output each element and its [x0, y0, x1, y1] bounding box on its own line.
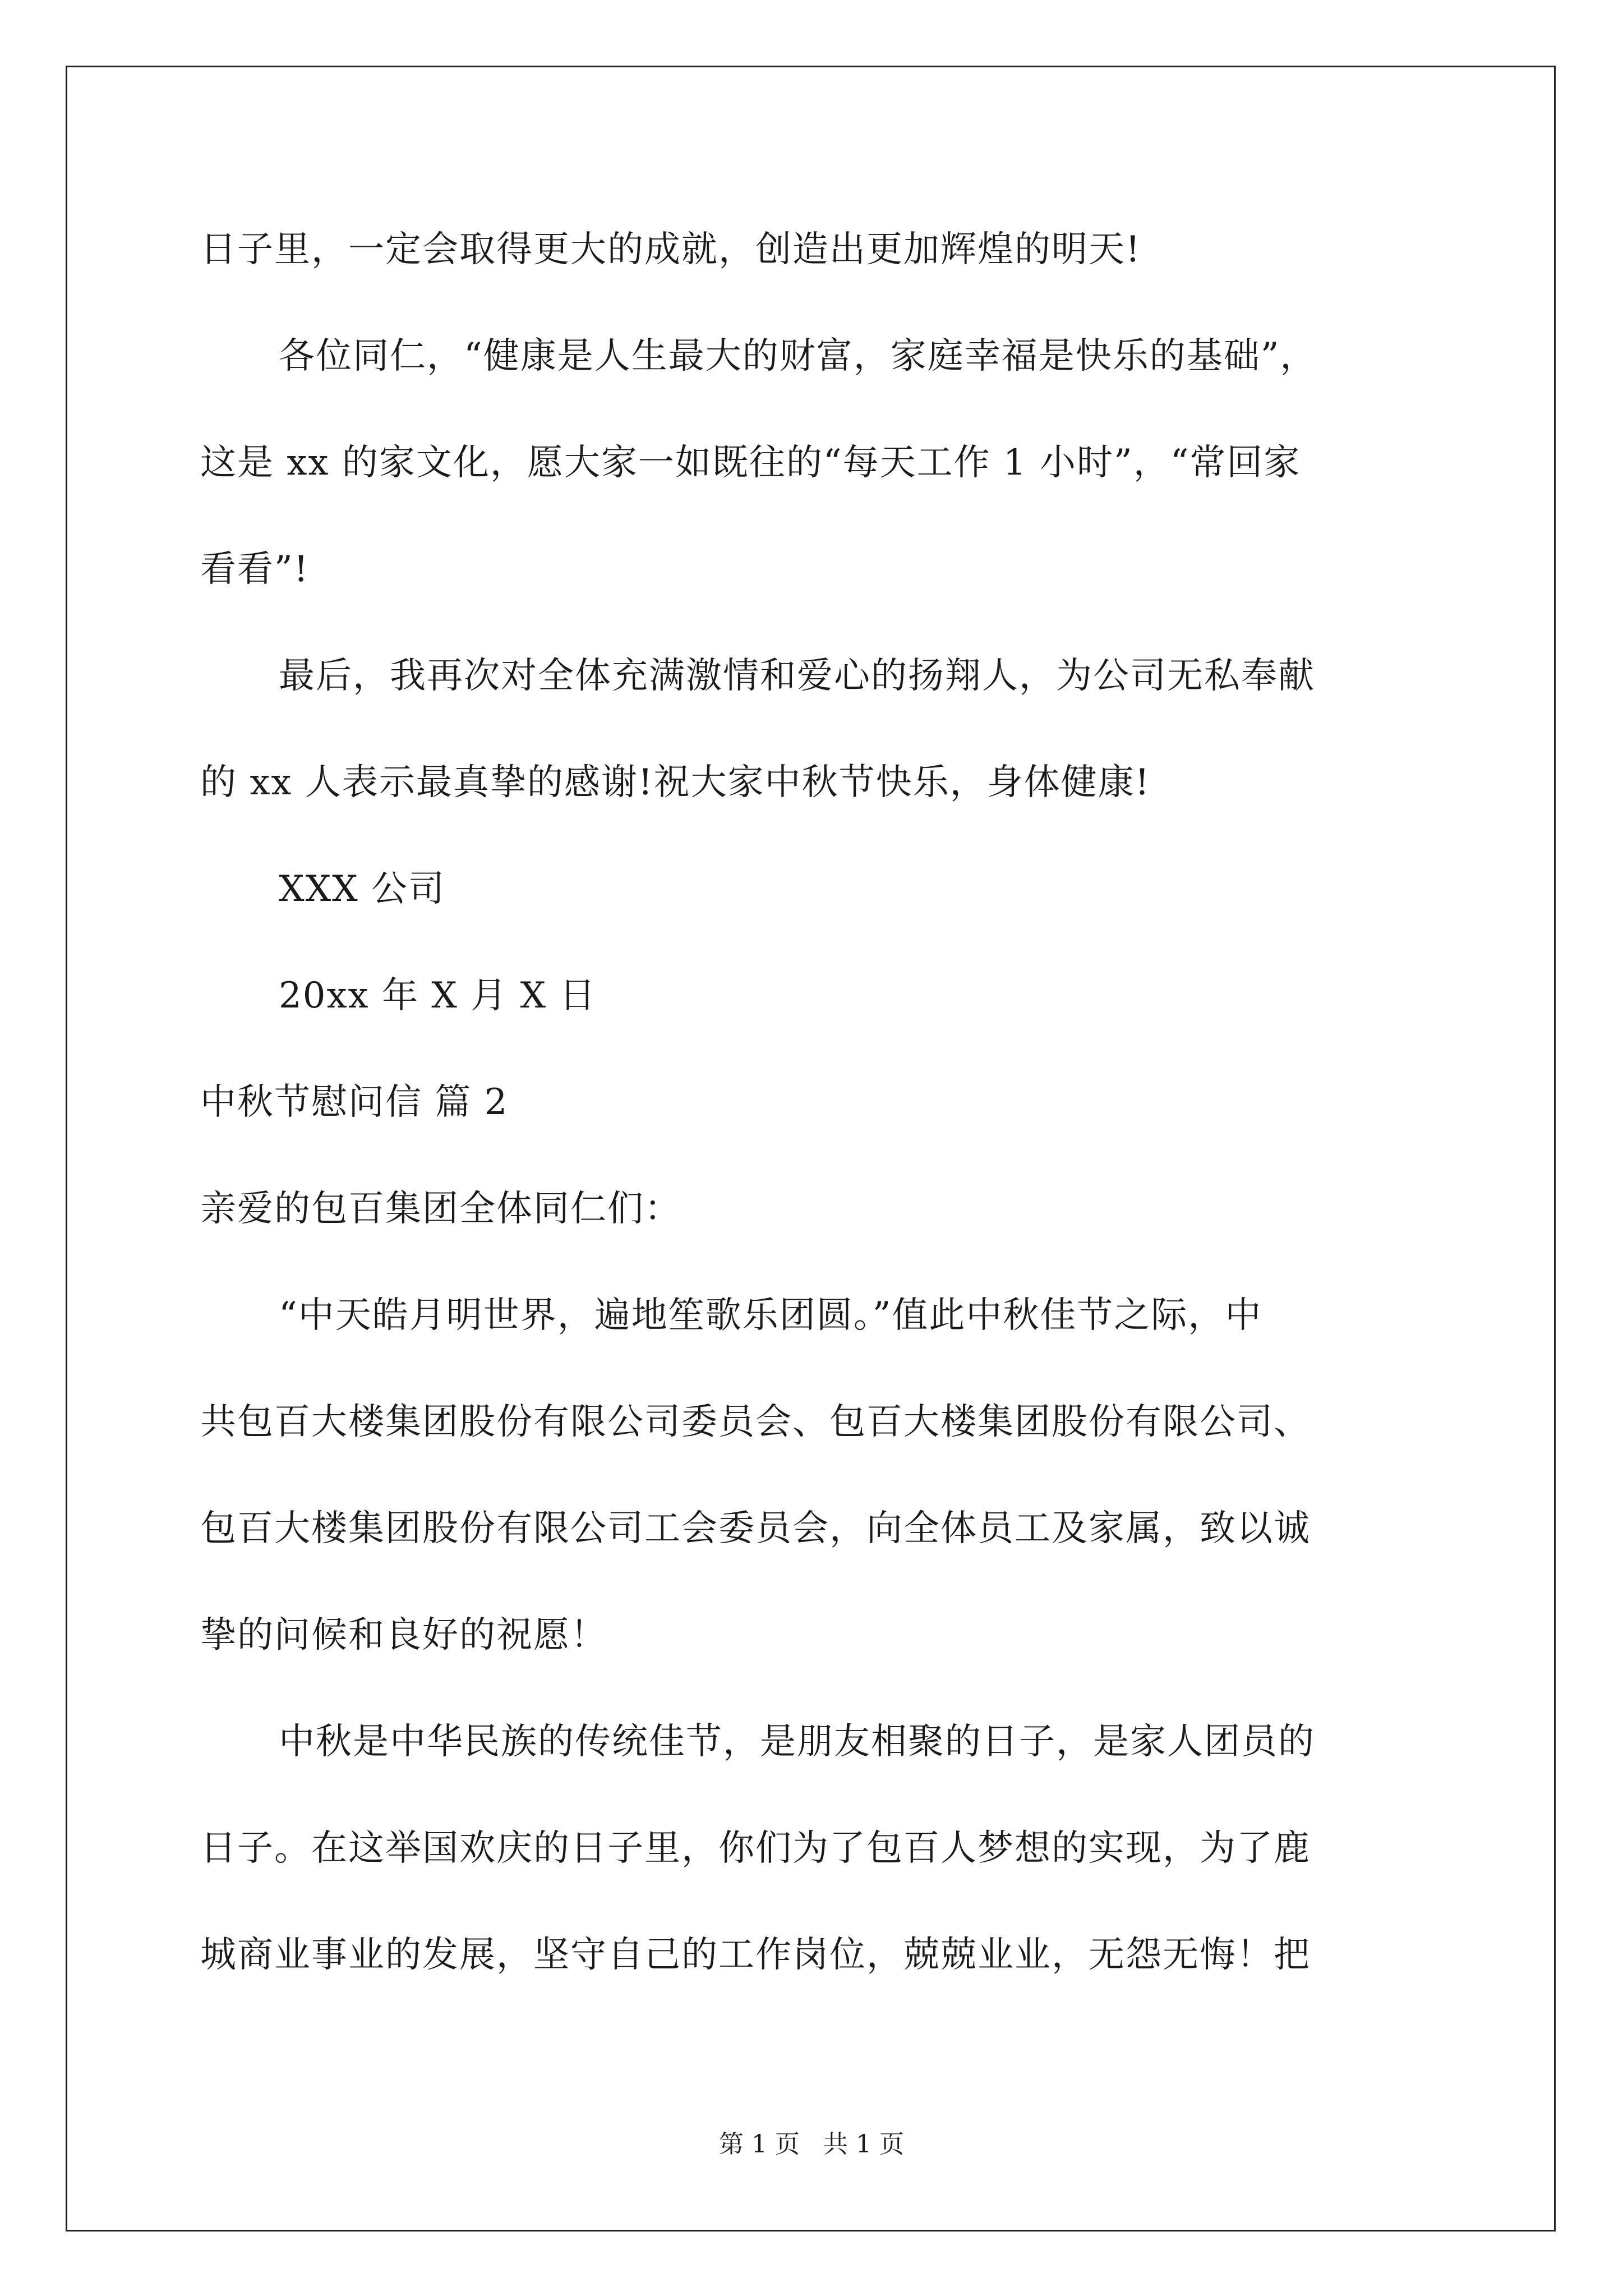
paragraph-start: 各位同仁，“健康是人生最大的财富，家庭幸福是快乐的基础”， — [279, 335, 1317, 377]
text-line: 共包百大楼集团股份有限公司委员会、包百大楼集团股份有限公司、 — [200, 1401, 1311, 1443]
signature-company: XXX 公司 — [279, 868, 446, 910]
salutation: 亲爱的包百集团全体同仁们： — [200, 1188, 681, 1230]
section-title: 中秋节慰问信 篇 2 — [200, 1082, 509, 1123]
text-line: 日子里，一定会取得更大的成就，创造出更加辉煌的明天! — [200, 229, 1141, 270]
text-line: 包百大楼集团股份有限公司工会委员会，向全体员工及家属，致以诚 — [200, 1508, 1311, 1549]
page-total: 共 1 页 — [823, 2130, 904, 2159]
paragraph-start: 最后，我再次对全体充满激情和爱心的扬翔人，为公司无私奉献 — [279, 655, 1315, 697]
text-line: 看看”! — [200, 549, 310, 590]
text-line: 城商业事业的发展，坚守自己的工作岗位，兢兢业业，无怨无悔！把 — [200, 1934, 1311, 1976]
text-line: 日子。在这举国欢庆的日子里，你们为了包百人梦想的实现，为了鹿 — [200, 1828, 1311, 1869]
page-footer — [0, 2129, 1623, 2160]
signature-date: 20xx 年 X 月 X 日 — [279, 975, 597, 1016]
page-border — [66, 66, 1556, 2231]
text-line: 挚的问候和良好的祝愿！ — [200, 1614, 607, 1656]
text-line: 这是 xx 的家文化，愿大家一如既往的“每天工作 1 小时”，“常回家 — [200, 442, 1301, 484]
page-number: 第 1 页 — [719, 2130, 800, 2159]
text-line: 的 xx 人表示最真挚的感谢!祝大家中秋节快乐，身体健康! — [200, 762, 1151, 803]
paragraph-start: “中天皓月明世界，遍地笙歌乐团圆。”值此中秋佳节之际，中 — [279, 1295, 1262, 1336]
paragraph-start: 中秋是中华民族的传统佳节，是朋友相聚的日子，是家人团员的 — [279, 1721, 1315, 1763]
